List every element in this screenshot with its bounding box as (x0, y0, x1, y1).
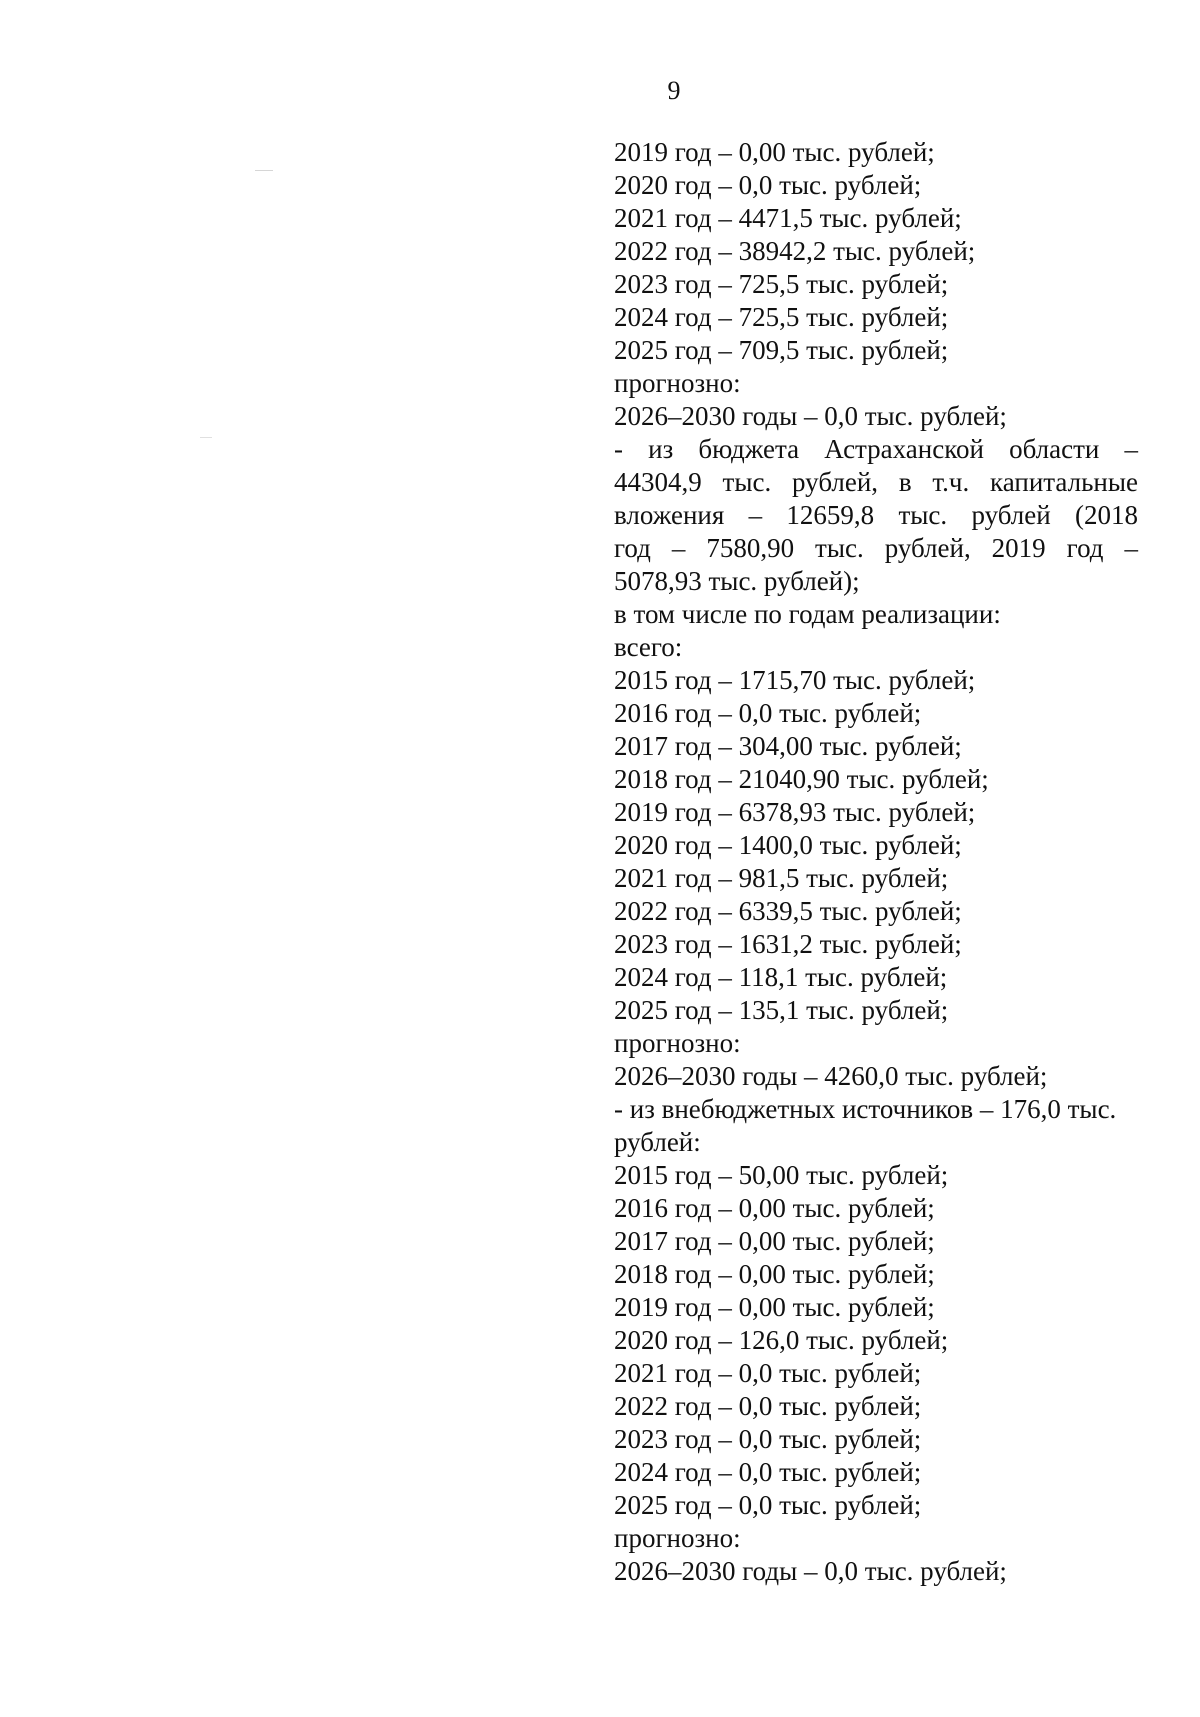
text-line: прогнозно: (614, 1028, 741, 1058)
funding-text-column (614, 136, 1138, 1588)
text-line: 2023 год – 725,5 тыс. рублей; (614, 269, 949, 299)
heading-line: рублей: (614, 1127, 701, 1157)
text-line: 2019 год – 6378,93 тыс. рублей; (614, 797, 976, 827)
text-line: в том числе по годам реализации: (614, 599, 1001, 629)
block-regional-budget (614, 433, 1138, 1093)
text-line: 2015 год – 1715,70 тыс. рублей; (614, 665, 976, 695)
text-line: 2024 год – 0,0 тыс. рублей; (614, 1457, 922, 1487)
text-line: 2019 год – 0,00 тыс. рублей; (614, 1292, 935, 1322)
text-line: 2016 год – 0,00 тыс. рублей; (614, 1193, 935, 1223)
text-line: 2020 год – 0,0 тыс. рублей; (614, 170, 922, 200)
text-line: 2024 год – 118,1 тыс. рублей; (614, 962, 948, 992)
page-number: 9 (667, 76, 681, 105)
text-line: 2026–2030 годы – 0,0 тыс. рублей; (614, 401, 1007, 431)
text-line: 2022 год – 6339,5 тыс. рублей; (614, 896, 962, 926)
block-federal-years (614, 136, 1138, 433)
text-line: 2021 год – 0,0 тыс. рублей; (614, 1358, 922, 1388)
text-line: 2025 год – 135,1 тыс. рублей; (614, 995, 949, 1025)
text-line: 2023 год – 1631,2 тыс. рублей; (614, 929, 962, 959)
text-line: 2020 год – 126,0 тыс. рублей; (614, 1325, 949, 1355)
text-line: 2021 год – 4471,5 тыс. рублей; (614, 203, 962, 233)
text-line: 2026–2030 годы – 4260,0 тыс. рублей; (614, 1061, 1048, 1091)
text-line: прогнозно: (614, 1523, 741, 1553)
scan-artifact (255, 170, 273, 171)
text-line: 2020 год – 1400,0 тыс. рублей; (614, 830, 962, 860)
text-line: 2023 год – 0,0 тыс. рублей; (614, 1424, 922, 1454)
text-line: прогнозно: (614, 368, 741, 398)
paragraph-line: 44304,9 тыс. рублей, в т.ч. капитальные (614, 467, 1138, 497)
text-line: 2015 год – 50,00 тыс. рублей; (614, 1160, 949, 1190)
text-line: 2021 год – 981,5 тыс. рублей; (614, 863, 949, 893)
text-line: 2022 год – 38942,2 тыс. рублей; (614, 236, 976, 266)
scan-artifact (200, 437, 212, 438)
text-line: 2025 год – 0,0 тыс. рублей; (614, 1490, 922, 1520)
text-line: 2017 год – 0,00 тыс. рублей; (614, 1226, 935, 1256)
text-line: 2018 год – 0,00 тыс. рублей; (614, 1259, 935, 1289)
block-extrabudgetary (614, 1093, 1138, 1588)
paragraph-line: вложения – 12659,8 тыс. рублей (2018 (614, 500, 1138, 530)
text-line: 2022 год – 0,0 тыс. рублей; (614, 1391, 922, 1421)
text-line: 2018 год – 21040,90 тыс. рублей; (614, 764, 989, 794)
paragraph-line: 5078,93 тыс. рублей); (614, 566, 860, 596)
text-line: 2016 год – 0,0 тыс. рублей; (614, 698, 922, 728)
heading-line: - из внебюджетных источников – 176,0 тыс. (614, 1094, 1117, 1124)
paragraph-line: - из бюджета Астраханской области – (614, 434, 1138, 464)
text-line: 2026–2030 годы – 0,0 тыс. рублей; (614, 1556, 1007, 1586)
paragraph-line: год – 7580,90 тыс. рублей, 2019 год – (614, 533, 1138, 563)
text-line: 2019 год – 0,00 тыс. рублей; (614, 137, 935, 167)
text-line: 2024 год – 725,5 тыс. рублей; (614, 302, 949, 332)
text-line: всего: (614, 632, 683, 662)
text-line: 2025 год – 709,5 тыс. рублей; (614, 335, 949, 365)
text-line: 2017 год – 304,00 тыс. рублей; (614, 731, 962, 761)
